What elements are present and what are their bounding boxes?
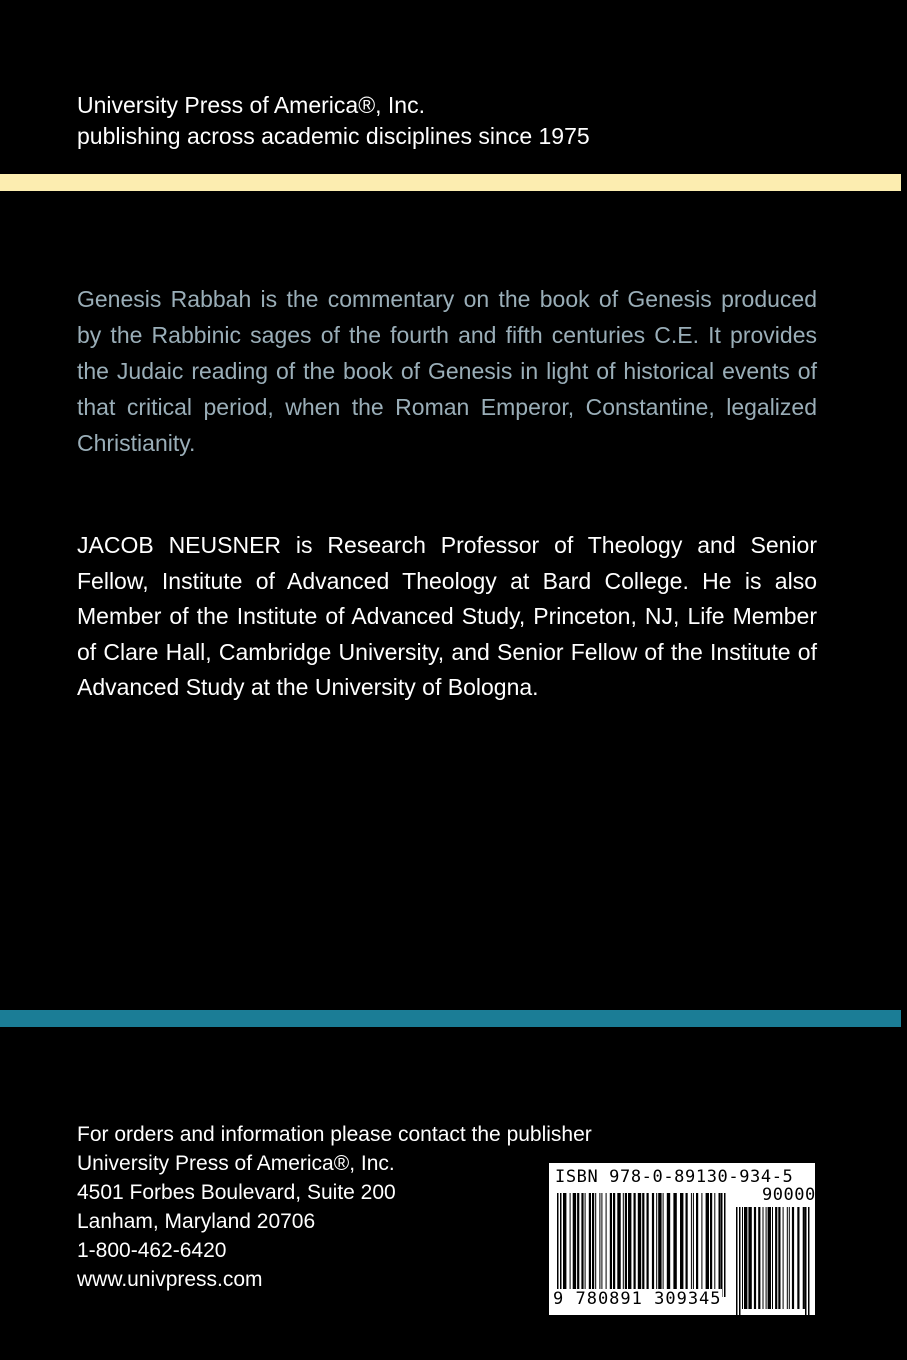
contact-website: www.univpress.com <box>77 1268 263 1291</box>
publisher-tagline: publishing across academic disciplines since 1975 <box>77 123 590 149</box>
isbn-barcode <box>549 1163 815 1315</box>
publisher-name: University Press of America®, Inc. <box>77 92 425 118</box>
contact-publisher: University Press of America®, Inc. <box>77 1152 395 1175</box>
contact-city: Lanham, Maryland 20706 <box>77 1210 316 1233</box>
author-bio: JACOB NEUSNER is Research Professor of Theology and Senior Fellow, Institute of Advanced Theology at Bard College. He is also Member of the Institute of Advanced Study, Princeton, NJ, Life Member of Clare Hall, Cambridge University, and Senior Fellow of the Institute of Advanced Study at the University of Bologna. <box>77 532 817 700</box>
price-code: 90000 <box>762 1185 816 1205</box>
contact-street: 4501 Forbes Boulevard, Suite 200 <box>77 1181 396 1204</box>
contact-intro: For orders and information please contact the publisher <box>77 1123 592 1146</box>
cream-divider-stripe <box>0 174 901 191</box>
isbn-label: ISBN 978-0-89130-934-5 <box>555 1167 794 1187</box>
contact-phone: 1-800-462-6420 <box>77 1239 227 1262</box>
book-description: Genesis Rabbah is the commentary on the book of Genesis produced by the Rabbinic sages of the fourth and fifth centuries C.E. It provides the Judaic reading of the book of Genesis in light of historical events of that critical period, when the Roman Emperor, Constantine, legalized Christianity. <box>77 286 817 456</box>
contact-block <box>77 1120 592 1294</box>
publisher-header <box>77 90 590 152</box>
ean-digits: 9 780891 309345 <box>553 1289 722 1309</box>
teal-divider-stripe <box>0 1010 901 1027</box>
